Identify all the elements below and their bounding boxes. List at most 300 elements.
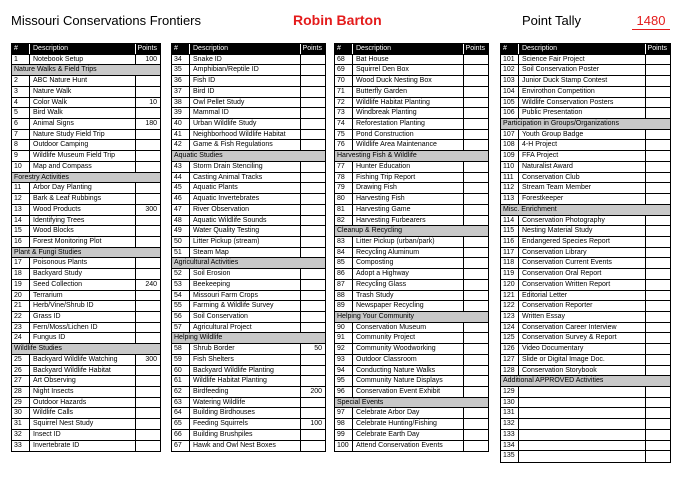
activity-row (12, 119, 160, 130)
activity-points (136, 366, 160, 376)
activity-number: 39 (172, 108, 190, 118)
activity-description: River Observation (190, 205, 301, 215)
activity-row (12, 366, 160, 377)
activity-description: Wildlife Habitat Planting (190, 376, 301, 386)
activity-number: 92 (335, 344, 353, 354)
activity-points (646, 312, 670, 322)
activity-number: 84 (335, 248, 353, 258)
activity-points: 240 (145, 280, 157, 288)
activity-points (464, 387, 488, 397)
activity-row (335, 419, 488, 430)
activity-description: Art Observing (30, 376, 136, 386)
activity-number: 26 (12, 366, 30, 376)
activity-number: 121 (501, 291, 519, 301)
activity-description: Fish Shelters (190, 355, 301, 365)
activity-points (136, 430, 160, 440)
point-tally-label: Point Tally (522, 13, 582, 28)
activity-description: Adopt a Highway (353, 269, 464, 279)
activity-description: Fish ID (190, 76, 301, 86)
activity-points (464, 258, 488, 268)
section-title: Special Events (337, 398, 384, 406)
activity-number: 42 (172, 140, 190, 150)
activity-row (12, 151, 160, 162)
activity-row (335, 333, 488, 344)
activity-points (136, 183, 160, 193)
activity-points (464, 441, 488, 452)
activity-number: 73 (335, 108, 353, 118)
activity-description: Bark & Leaf Rubbings (30, 194, 136, 204)
activity-row (12, 87, 160, 98)
activity-description: Composting (353, 258, 464, 268)
activity-description: Outdoor Camping (30, 140, 136, 150)
activity-row (172, 140, 325, 151)
activity-points (646, 130, 670, 140)
activity-table-4 (500, 43, 671, 463)
column-header-description: Description (353, 44, 464, 54)
activity-description: Trash Study (353, 291, 464, 301)
activity-points (464, 376, 488, 386)
activity-row (172, 173, 325, 184)
activity-description: Newspaper Recycling (353, 301, 464, 311)
activity-row (335, 130, 488, 141)
activity-description (519, 441, 646, 451)
activity-description: Seed Collection (30, 280, 136, 290)
activity-number: 66 (172, 430, 190, 440)
activity-row (172, 291, 325, 302)
activity-description: Backyard Wildlife Habitat (30, 366, 136, 376)
activity-number: 21 (12, 301, 30, 311)
activity-description: Poisonous Plants (30, 258, 136, 268)
activity-number: 32 (12, 430, 30, 440)
activity-number: 94 (335, 366, 353, 376)
activity-description: Outdoor Hazards (30, 398, 136, 408)
activity-row (12, 140, 160, 151)
activity-points (646, 269, 670, 279)
activity-description: Grass ID (30, 312, 136, 322)
activity-points (301, 408, 325, 418)
activity-row (12, 333, 160, 344)
activity-points (646, 237, 670, 247)
activity-row (501, 333, 670, 344)
activity-row (501, 344, 670, 355)
activity-row (335, 237, 488, 248)
activity-row (335, 194, 488, 205)
activity-row (501, 280, 670, 291)
activity-points (301, 98, 325, 108)
activity-row (172, 108, 325, 119)
section-title: Aquatic Studies (174, 152, 223, 160)
activity-row (172, 205, 325, 216)
activity-number: 51 (172, 248, 190, 258)
activity-number: 63 (172, 398, 190, 408)
activity-number: 130 (501, 398, 519, 408)
activity-description: Invertebrate ID (30, 441, 136, 452)
activity-points (646, 301, 670, 311)
section-header-row (12, 173, 160, 184)
activity-points (301, 76, 325, 86)
activity-row (501, 312, 670, 323)
activity-points (464, 291, 488, 301)
activity-description: Missouri Farm Crops (190, 291, 301, 301)
activity-row (12, 355, 160, 366)
activity-row (172, 194, 325, 205)
activity-points (136, 441, 160, 452)
activity-number: 36 (172, 76, 190, 86)
activity-description: Video Documentary (519, 344, 646, 354)
activity-description: Wildlife Conservation Posters (519, 98, 646, 108)
activity-row (12, 226, 160, 237)
activity-points (646, 441, 670, 451)
activity-points (464, 119, 488, 129)
activity-description: Fishing Trip Report (353, 173, 464, 183)
activity-description: Building Birdhouses (190, 408, 301, 418)
activity-points (301, 430, 325, 440)
activity-points (646, 408, 670, 418)
activity-row (12, 162, 160, 173)
section-title: Plant & Fungi Studies (14, 248, 82, 256)
activity-number: 69 (335, 65, 353, 75)
activity-points (301, 237, 325, 247)
activity-number: 90 (335, 323, 353, 333)
activity-row (335, 119, 488, 130)
activity-row (172, 162, 325, 173)
section-title: Additional APPROVED Activities (503, 377, 604, 385)
activity-description: Color Walk (30, 98, 136, 108)
activity-description: Aquatic Plants (190, 183, 301, 193)
activity-points (301, 119, 325, 129)
activity-description (519, 419, 646, 429)
activity-description: Public Presentation (519, 108, 646, 118)
activity-points (301, 291, 325, 301)
activity-number: 15 (12, 226, 30, 236)
activity-row (12, 108, 160, 119)
activity-points (646, 140, 670, 150)
activity-row (12, 183, 160, 194)
activity-description: Animal Signs (30, 119, 136, 129)
activity-points (464, 333, 488, 343)
activity-row (335, 140, 488, 151)
activity-points (464, 98, 488, 108)
activity-description: ABC Nature Hunt (30, 76, 136, 86)
activity-description: Bat House (353, 55, 464, 65)
activity-description (519, 398, 646, 408)
activity-row (12, 301, 160, 312)
activity-number: 74 (335, 119, 353, 129)
section-title: Wildlife Studies (14, 345, 62, 353)
activity-number: 99 (335, 430, 353, 440)
activity-points (646, 98, 670, 108)
activity-points (136, 237, 160, 247)
activity-points (646, 419, 670, 429)
activity-description: Conservation Written Report (519, 280, 646, 290)
activity-description: FFA Project (519, 151, 646, 161)
activity-number: 1 (12, 55, 30, 65)
activity-points (464, 323, 488, 333)
activity-row (501, 65, 670, 76)
activity-number: 30 (12, 408, 30, 418)
activity-row (12, 376, 160, 387)
activity-description: Water Quality Testing (190, 226, 301, 236)
activity-points (646, 108, 670, 118)
activity-description (519, 408, 646, 418)
activity-row (172, 65, 325, 76)
activity-number: 88 (335, 291, 353, 301)
activity-row (335, 216, 488, 227)
activity-description: Community Woodworking (353, 344, 464, 354)
activity-number: 79 (335, 183, 353, 193)
activity-description: Storm Drain Stenciling (190, 162, 301, 172)
activity-description: Steam Map (190, 248, 301, 258)
activity-points (136, 130, 160, 140)
activity-description: Recycling Glass (353, 280, 464, 290)
activity-description: Conducting Nature Walks (353, 366, 464, 376)
activity-row (335, 108, 488, 119)
activity-points: 100 (145, 55, 157, 63)
activity-description: Forest Monitoring Plot (30, 237, 136, 247)
activity-number: 60 (172, 366, 190, 376)
activity-number: 68 (335, 55, 353, 65)
activity-points (136, 226, 160, 236)
activity-row (501, 55, 670, 66)
activity-points (646, 183, 670, 193)
activity-number: 129 (501, 387, 519, 397)
activity-points (136, 151, 160, 161)
activity-description: Junior Duck Stamp Contest (519, 76, 646, 86)
activity-number: 11 (12, 183, 30, 193)
activity-points (136, 258, 160, 268)
activity-row (335, 344, 488, 355)
activity-number: 67 (172, 441, 190, 452)
activity-row (501, 216, 670, 227)
activity-number: 125 (501, 333, 519, 343)
activity-points (464, 140, 488, 150)
activity-points (136, 323, 160, 333)
activity-number: 120 (501, 280, 519, 290)
activity-row (12, 280, 160, 291)
column-header-description: Description (519, 44, 646, 54)
activity-points (301, 280, 325, 290)
activity-points (136, 194, 160, 204)
activity-points (464, 76, 488, 86)
activity-points (301, 140, 325, 150)
activity-points (646, 248, 670, 258)
activity-number: 131 (501, 408, 519, 418)
activity-row (501, 76, 670, 87)
activity-number: 103 (501, 76, 519, 86)
section-header-row (12, 65, 160, 76)
activity-points (646, 451, 670, 462)
activity-row (501, 430, 670, 441)
activity-number: 2 (12, 76, 30, 86)
activity-description: Herb/Vine/Shrub ID (30, 301, 136, 311)
column-header-number: # (335, 44, 353, 54)
activity-row (501, 355, 670, 366)
activity-number: 23 (12, 323, 30, 333)
activity-row (12, 419, 160, 430)
activity-description: Butterfly Garden (353, 87, 464, 97)
activity-number: 78 (335, 173, 353, 183)
activity-number: 22 (12, 312, 30, 322)
activity-description: Celebrate Arbor Day (353, 408, 464, 418)
activity-row (172, 408, 325, 419)
activity-description: Soil Conservation (190, 312, 301, 322)
activity-number: 80 (335, 194, 353, 204)
activity-row (172, 355, 325, 366)
activity-row (335, 430, 488, 441)
activity-row (12, 55, 160, 66)
activity-row (501, 98, 670, 109)
activity-row (501, 408, 670, 419)
activity-points (136, 269, 160, 279)
activity-row (335, 376, 488, 387)
activity-description: Hunter Education (353, 162, 464, 172)
activity-description: Agricultural Project (190, 323, 301, 333)
activity-number: 65 (172, 419, 190, 429)
section-title: Cleanup & Recycling (337, 227, 402, 235)
activity-number: 45 (172, 183, 190, 193)
activity-number: 135 (501, 451, 519, 462)
activity-number: 41 (172, 130, 190, 140)
activity-description: Conservation Club (519, 173, 646, 183)
activity-points (301, 194, 325, 204)
activity-description: Written Essay (519, 312, 646, 322)
activity-description: Farming & Wildlife Survey (190, 301, 301, 311)
activity-description: Litter Pickup (stream) (190, 237, 301, 247)
activity-description: Harvesting Furbearers (353, 216, 464, 226)
activity-row (172, 387, 325, 398)
activity-description: Conservation Photography (519, 216, 646, 226)
activity-row (501, 269, 670, 280)
activity-points (464, 430, 488, 440)
activity-row (12, 312, 160, 323)
activity-points (301, 55, 325, 65)
activity-row (335, 98, 488, 109)
activity-points (646, 226, 670, 236)
activity-number: 20 (12, 291, 30, 301)
activity-row (501, 194, 670, 205)
activity-points (464, 248, 488, 258)
activity-row (501, 387, 670, 398)
activity-points (301, 355, 325, 365)
activity-points (301, 216, 325, 226)
activity-description: Youth Group Badge (519, 130, 646, 140)
activity-number: 105 (501, 98, 519, 108)
activity-row (172, 419, 325, 430)
activity-points (136, 419, 160, 429)
activity-description: Windbreak Planting (353, 108, 464, 118)
activity-row (12, 291, 160, 302)
activity-description: Squirrel Den Box (353, 65, 464, 75)
activity-number: 46 (172, 194, 190, 204)
activity-row (335, 269, 488, 280)
section-header-row (501, 205, 670, 216)
activity-row (335, 323, 488, 334)
activity-row (12, 216, 160, 227)
activity-row (335, 355, 488, 366)
activity-description: Bird ID (190, 87, 301, 97)
activity-description (519, 387, 646, 397)
activity-number: 29 (12, 398, 30, 408)
activity-description: Arbor Day Planting (30, 183, 136, 193)
activity-number: 49 (172, 226, 190, 236)
activity-description: Notebook Setup (30, 55, 136, 65)
activity-points (646, 323, 670, 333)
activity-description: Wood Blocks (30, 226, 136, 236)
activity-points: 300 (145, 355, 157, 363)
activity-points (464, 55, 488, 65)
activity-points (464, 205, 488, 215)
activity-description: Editorial Letter (519, 291, 646, 301)
activity-description: Neighborhood Wildlife Habitat (190, 130, 301, 140)
activity-row (172, 237, 325, 248)
activity-description: Conservation Career Interview (519, 323, 646, 333)
activity-row (335, 301, 488, 312)
activity-points (301, 205, 325, 215)
table-header-row (172, 44, 325, 55)
activity-description: Map and Compass (30, 162, 136, 172)
activity-points: 300 (145, 205, 157, 213)
activity-description: Mammal ID (190, 108, 301, 118)
activity-points (646, 430, 670, 440)
activity-number: 122 (501, 301, 519, 311)
activity-points (301, 441, 325, 452)
activity-number: 14 (12, 216, 30, 226)
activity-points (646, 258, 670, 268)
activity-description: Conservation Current Events (519, 258, 646, 268)
activity-row (172, 301, 325, 312)
activity-points (464, 355, 488, 365)
column-header-points: Points (647, 45, 667, 52)
activity-row (335, 248, 488, 259)
activity-points (464, 408, 488, 418)
activity-row (12, 430, 160, 441)
activity-description: Soil Conservation Poster (519, 65, 646, 75)
activity-row (12, 387, 160, 398)
activity-points: 180 (145, 120, 157, 128)
activity-number: 134 (501, 441, 519, 451)
activity-number: 113 (501, 194, 519, 204)
activity-points (646, 398, 670, 408)
activity-number: 48 (172, 216, 190, 226)
activity-row (12, 98, 160, 109)
activity-row (172, 430, 325, 441)
activity-row (172, 76, 325, 87)
activity-description: Outdoor Classroom (353, 355, 464, 365)
activity-number: 86 (335, 269, 353, 279)
table-header-row (335, 44, 488, 55)
activity-row (501, 130, 670, 141)
activity-row (335, 87, 488, 98)
activity-number: 128 (501, 366, 519, 376)
activity-number: 13 (12, 205, 30, 215)
activity-number: 18 (12, 269, 30, 279)
activity-row (501, 258, 670, 269)
activity-number: 108 (501, 140, 519, 150)
activity-number: 81 (335, 205, 353, 215)
activity-points (646, 355, 670, 365)
activity-description: Bird Walk (30, 108, 136, 118)
activity-points (464, 194, 488, 204)
activity-row (335, 387, 488, 398)
activity-number: 115 (501, 226, 519, 236)
activity-points (646, 280, 670, 290)
column-header-number: # (501, 44, 519, 54)
column-header-points: Points (302, 45, 322, 52)
activity-row (12, 205, 160, 216)
activity-points (464, 344, 488, 354)
activity-row (501, 226, 670, 237)
activity-description: Hawk and Owl Nest Boxes (190, 441, 301, 452)
